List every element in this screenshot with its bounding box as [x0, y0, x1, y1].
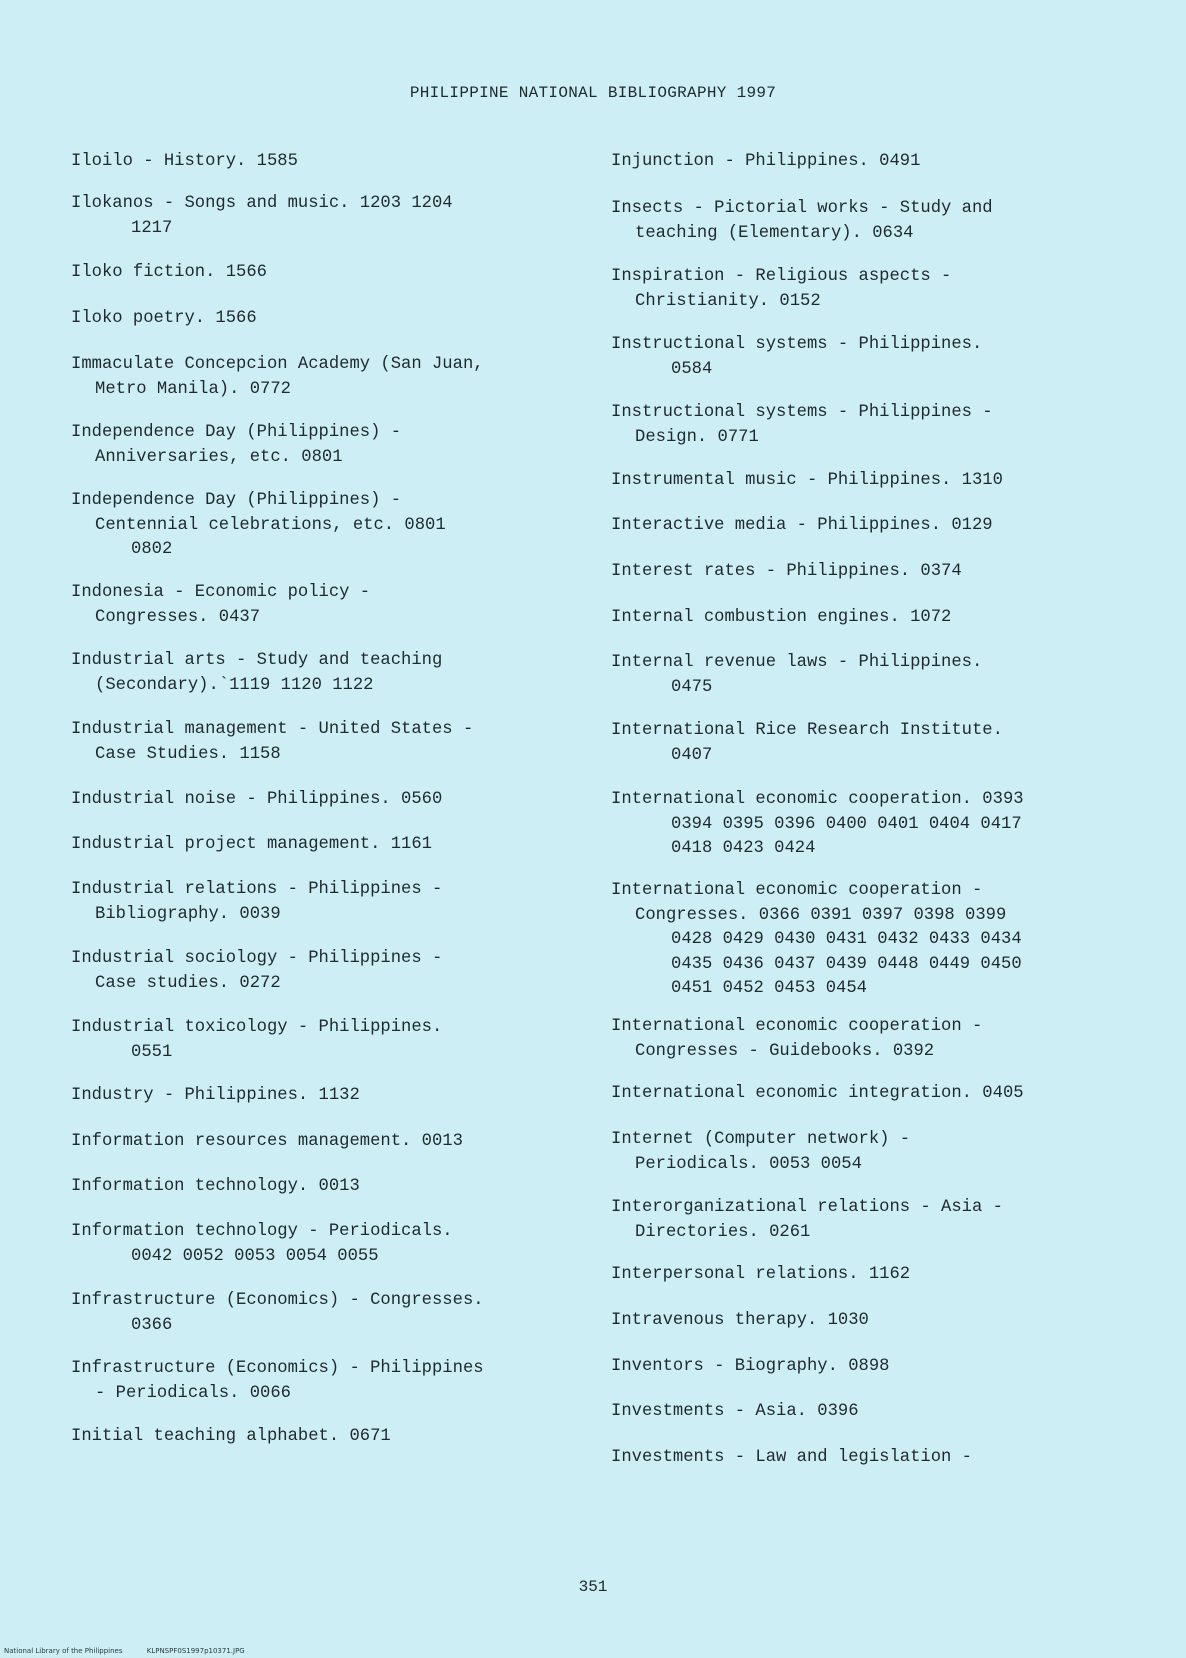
entry-heading-line: Industry - Philippines. 1132	[71, 1086, 360, 1105]
entry-heading-line: Insects - Pictorial works - Study and	[611, 199, 993, 218]
scan-footer	[4, 1647, 267, 1655]
entry-continuation-line: 0042 0052 0053 0054 0055	[131, 1246, 379, 1266]
entry-heading-line: Interpersonal relations. 1162	[611, 1265, 911, 1284]
entry-heading-line: Initial teaching alphabet. 0671	[71, 1427, 391, 1446]
entry-heading-line: Interactive media - Philippines. 0129	[611, 516, 993, 535]
entry-continuation-line: Centennial celebrations, etc. 0801	[95, 515, 446, 535]
entry-continuation-line: Congresses - Guidebooks. 0392	[635, 1041, 935, 1061]
entry-continuation-line: Case Studies. 1158	[95, 744, 281, 764]
entry-heading-line: Infrastructure (Economics) - Philippines	[71, 1359, 484, 1378]
index-entry	[71, 1175, 595, 1200]
entry-heading-line: Interest rates - Philippines. 0374	[611, 562, 962, 581]
page-title: PHILIPPINE NATIONAL BIBLIOGRAPHY 1997	[409, 84, 777, 102]
entry-heading-line: Industrial project management. 1161	[71, 835, 432, 854]
entry-continuation-line: 0435 0436 0437 0439 0448 0449 0450	[671, 954, 1022, 974]
entry-heading-line: Information technology - Periodicals.	[71, 1222, 453, 1241]
entry-continuation-line: - Periodicals. 0066	[95, 1383, 291, 1403]
entry-heading-line: Internet (Computer network) -	[611, 1130, 911, 1149]
index-entry	[71, 353, 595, 402]
entry-heading-line: Internal combustion engines. 1072	[611, 608, 952, 627]
index-entry	[611, 265, 1135, 314]
entry-continuation-line: Metro Manila). 0772	[95, 379, 291, 399]
entry-continuation-line: 0475	[671, 677, 713, 697]
index-entry	[611, 1128, 1135, 1177]
index-entry	[71, 718, 595, 767]
index-entry	[611, 1355, 1135, 1380]
entry-heading-line: Industrial arts - Study and teaching	[71, 651, 443, 670]
index-entry	[71, 833, 595, 858]
entry-continuation-line: Bibliography. 0039	[95, 904, 281, 924]
index-entry	[611, 1196, 1135, 1245]
entry-continuation-line: Anniversaries, etc. 0801	[95, 447, 343, 467]
entry-continuation-line: 0418 0423 0424	[671, 839, 816, 858]
index-entry	[71, 307, 595, 332]
entry-heading-line: Intravenous therapy. 1030	[611, 1311, 869, 1330]
entry-continuation-line: 0802	[131, 540, 173, 559]
entry-heading-line: Information resources management. 0013	[71, 1132, 463, 1151]
entry-continuation-line: 0584	[671, 359, 713, 379]
entry-heading-line: Instrumental music - Philippines. 1310	[611, 471, 1003, 490]
index-entry	[71, 150, 595, 175]
footer-library: National Library of the Philippines	[4, 1647, 123, 1655]
entry-heading-line: Indonesia - Economic policy -	[71, 583, 371, 602]
index-entry	[71, 261, 595, 286]
entry-heading-line: Inventors - Biography. 0898	[611, 1357, 890, 1376]
index-entry	[71, 649, 595, 698]
entry-heading-line: Independence Day (Philippines) -	[71, 423, 402, 442]
entry-heading-line: Immaculate Concepcion Academy (San Juan,	[71, 355, 484, 374]
entry-heading-line: Industrial noise - Philippines. 0560	[71, 790, 443, 809]
index-entry	[611, 1263, 1135, 1288]
entry-heading-line: Inspiration - Religious aspects -	[611, 267, 952, 286]
entry-continuation-line: (Secondary).`1119 1120 1122	[95, 675, 374, 695]
entry-continuation-line: 0394 0395 0396 0400 0401 0404 0417	[671, 814, 1022, 834]
footer-filename: KLPNSPF0S1997p10371.JPG	[146, 1647, 245, 1655]
entry-heading-line: Industrial relations - Philippines -	[71, 880, 443, 899]
entry-continuation-line: 0407	[671, 745, 713, 765]
entry-continuation-line: 0366	[131, 1315, 173, 1335]
entry-heading-line: International economic cooperation. 0393	[611, 790, 1024, 809]
index-entry	[611, 150, 1135, 175]
entry-heading-line: Investments - Asia. 0396	[611, 1402, 859, 1421]
index-entry	[71, 1016, 595, 1065]
index-entry	[71, 788, 595, 813]
index-entry	[611, 606, 1135, 631]
index-entry	[611, 469, 1135, 494]
index-entry	[611, 719, 1135, 768]
index-entry	[71, 1220, 595, 1269]
entry-heading-line: Industrial management - United States -	[71, 720, 474, 739]
index-entry	[611, 1015, 1135, 1064]
entry-heading-line: International Rice Research Institute.	[611, 721, 1003, 740]
entry-heading-line: Information technology. 0013	[71, 1177, 360, 1196]
index-entry	[71, 421, 595, 470]
index-entry	[611, 879, 1135, 1002]
entry-heading-line: International economic cooperation -	[611, 881, 983, 900]
entry-continuation-line: 0451 0452 0453 0454	[671, 979, 867, 998]
index-entry	[611, 333, 1135, 382]
entry-heading-line: Iloilo - History. 1585	[71, 152, 298, 171]
entry-continuation-line: teaching (Elementary). 0634	[635, 223, 914, 243]
index-entry	[611, 1400, 1135, 1425]
entry-continuation-line: 0551	[131, 1042, 173, 1062]
entry-heading-line: Instructional systems - Philippines.	[611, 335, 983, 354]
entry-heading-line: Instructional systems - Philippines -	[611, 403, 993, 422]
entry-heading-line: International economic cooperation -	[611, 1017, 983, 1036]
index-entry	[71, 1357, 595, 1406]
index-entry	[71, 1425, 595, 1450]
index-entry	[611, 514, 1135, 539]
entry-heading-line: Iloko fiction. 1566	[71, 263, 267, 282]
entry-continuation-line: Case studies. 0272	[95, 973, 281, 993]
index-entry	[71, 581, 595, 630]
entry-continuation-line: Design. 0771	[635, 427, 759, 447]
index-entry	[71, 947, 595, 996]
entry-heading-line: Injunction - Philippines. 0491	[611, 152, 921, 171]
index-entry	[71, 1130, 595, 1155]
entry-heading-line: Industrial toxicology - Philippines.	[71, 1018, 443, 1037]
entry-heading-line: Internal revenue laws - Philippines.	[611, 653, 983, 672]
index-entry	[611, 1309, 1135, 1334]
index-entry	[71, 1289, 595, 1338]
entry-continuation-line: 0428 0429 0430 0431 0432 0433 0434	[671, 930, 1022, 949]
entry-heading-line: Investments - Law and legislation -	[611, 1448, 972, 1467]
entry-continuation-line: Directories. 0261	[635, 1222, 811, 1242]
index-entry	[71, 1084, 595, 1109]
entry-heading-line: Interorganizational relations - Asia -	[611, 1198, 1003, 1217]
index-entry	[71, 192, 595, 241]
index-entry	[611, 560, 1135, 585]
entry-heading-line: Independence Day (Philippines) -	[71, 491, 402, 510]
page-number: 351	[578, 1578, 608, 1596]
entry-heading-line: Infrastructure (Economics) - Congresses.	[71, 1291, 484, 1310]
entry-continuation-line: Christianity. 0152	[635, 291, 821, 311]
index-entry	[611, 1446, 1135, 1471]
index-entry	[611, 197, 1135, 246]
index-entry	[611, 651, 1135, 700]
entry-heading-line: Ilokanos - Songs and music. 1203 1204	[71, 194, 453, 213]
entry-continuation-line: Periodicals. 0053 0054	[635, 1154, 862, 1174]
entry-heading-line: International economic integration. 0405	[611, 1084, 1024, 1103]
entry-continuation-line: Congresses. 0366 0391 0397 0398 0399	[635, 905, 1007, 925]
index-entry	[71, 489, 595, 563]
index-entry	[611, 401, 1135, 450]
entry-continuation-line: Congresses. 0437	[95, 607, 261, 627]
index-entry	[611, 788, 1135, 862]
index-entry	[611, 1082, 1135, 1107]
entry-continuation-line: 1217	[131, 218, 173, 238]
entry-heading-line: Industrial sociology - Philippines -	[71, 949, 443, 968]
index-entry	[71, 878, 595, 927]
entry-heading-line: Iloko poetry. 1566	[71, 309, 257, 328]
